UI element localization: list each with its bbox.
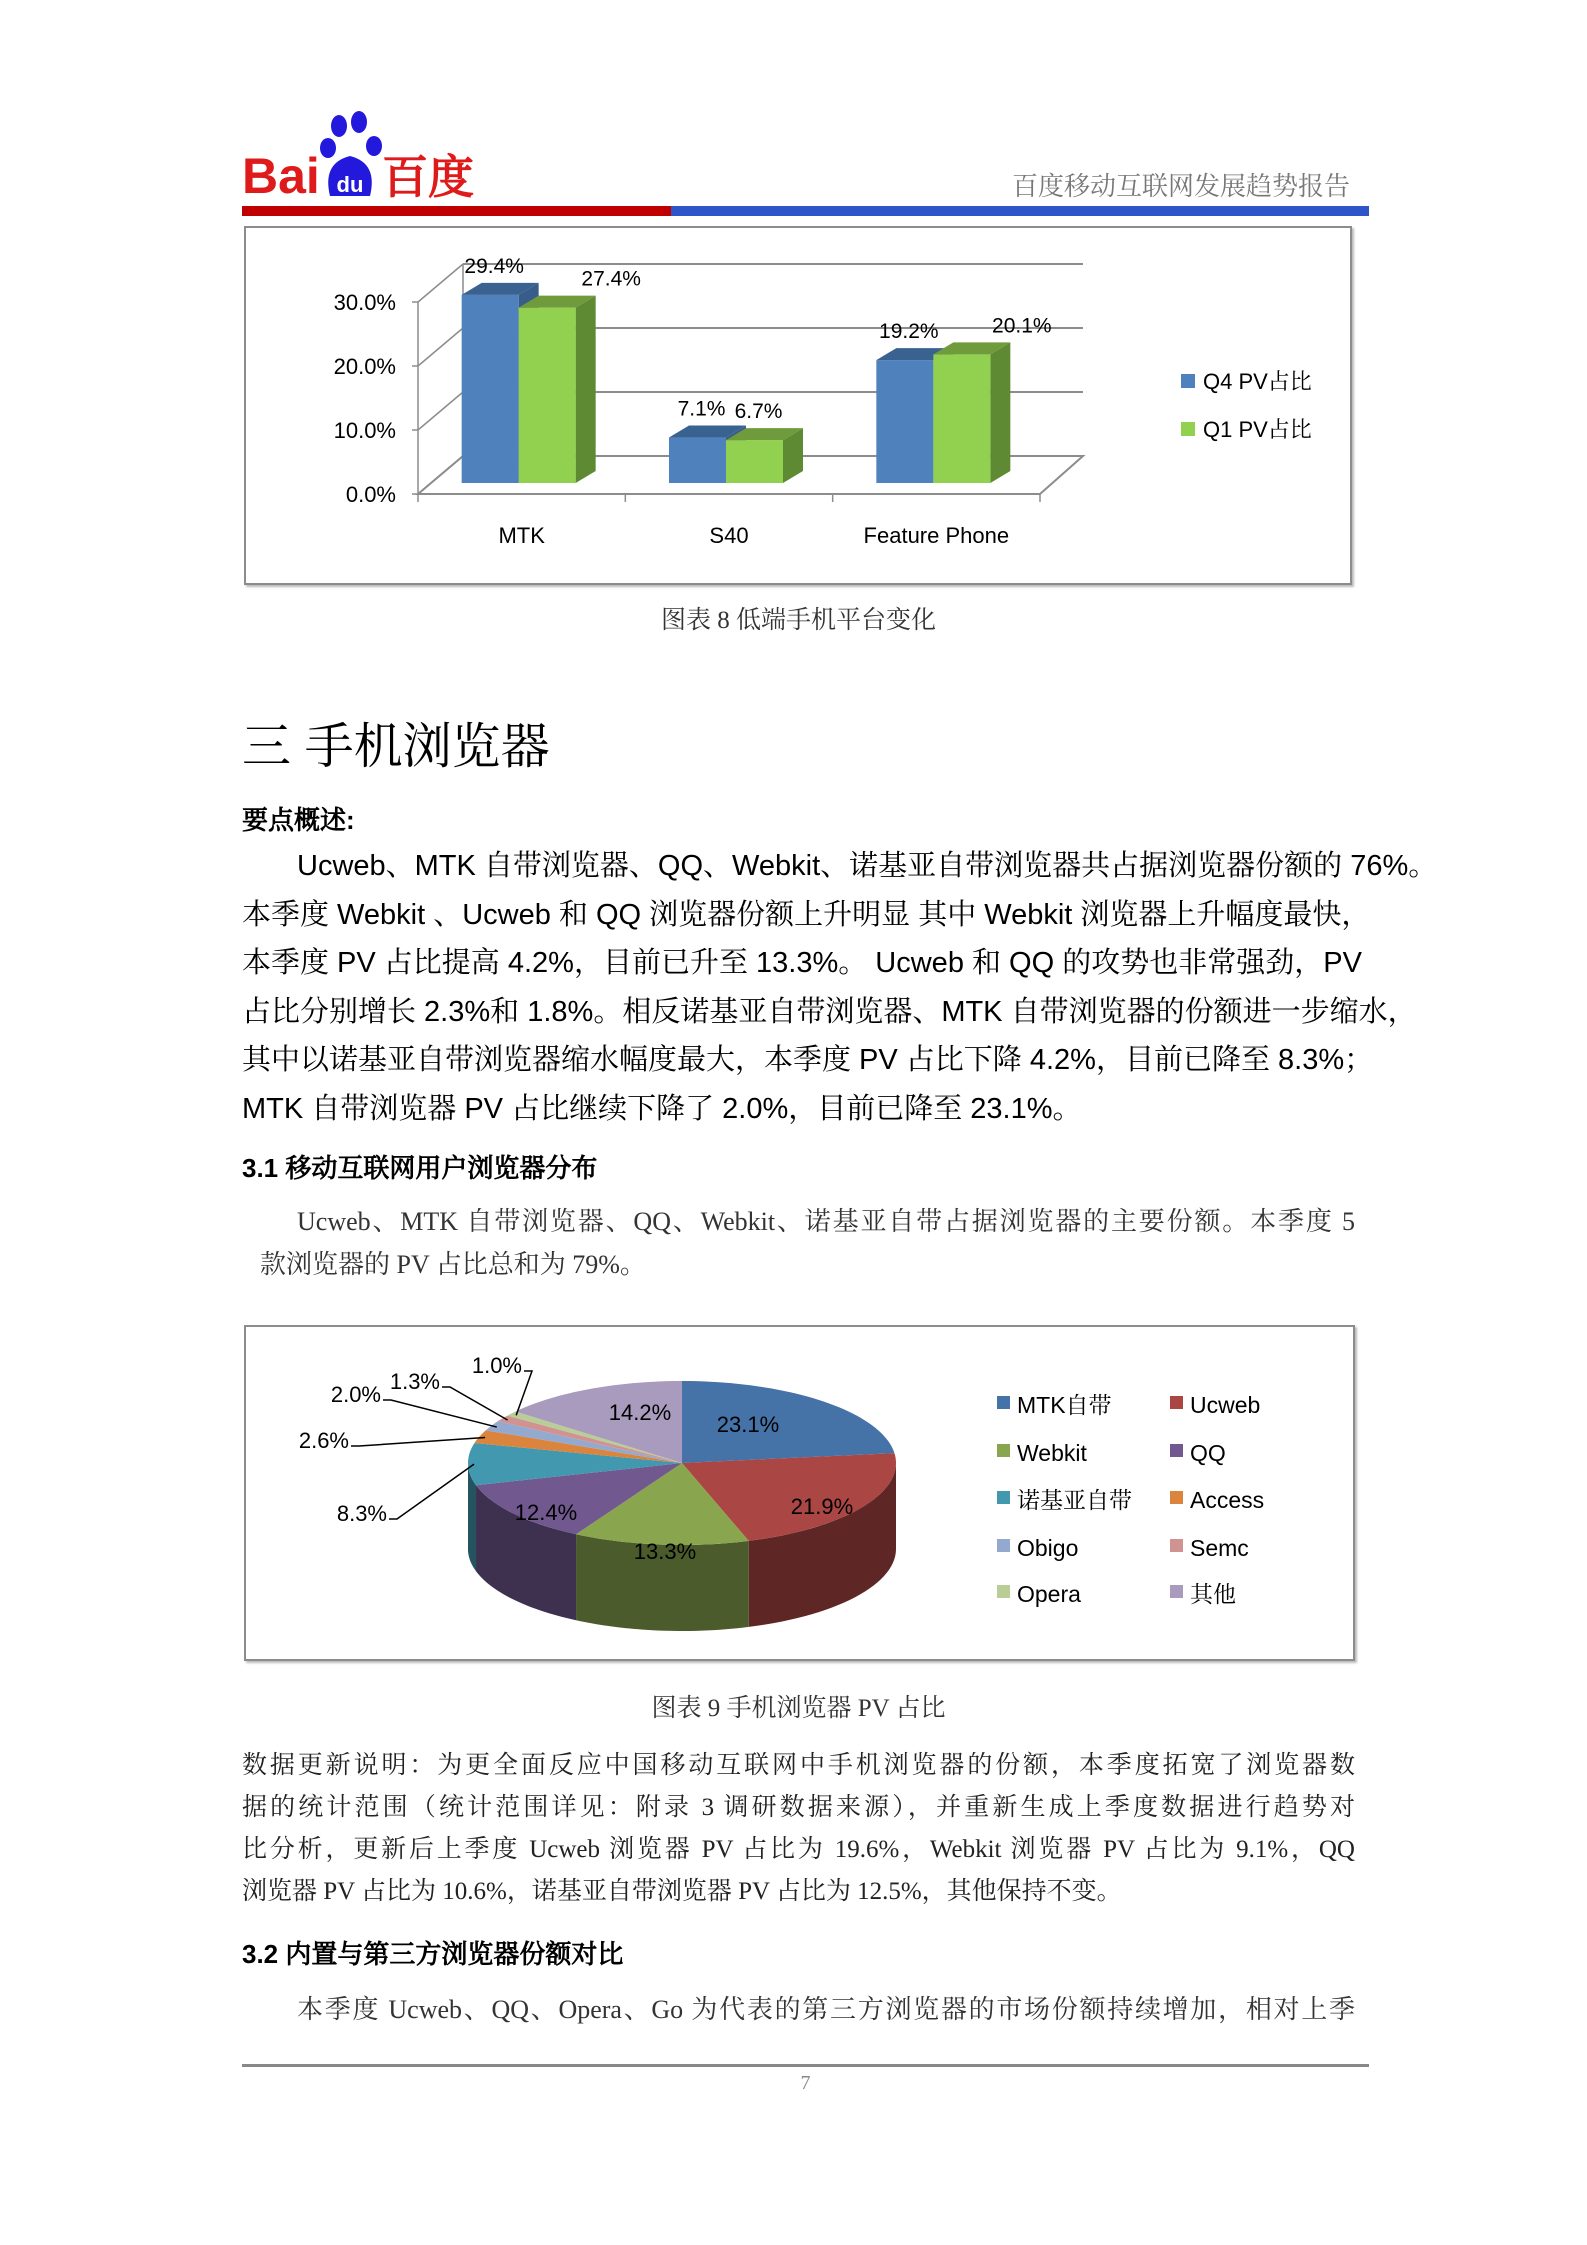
legend-label: Obigo [1017, 1535, 1079, 1561]
pie-chart [246, 1327, 1353, 1659]
slice-label: 2.6% [298, 1428, 349, 1453]
data-label: 7.1% [677, 397, 726, 421]
data-label: 27.4% [581, 267, 641, 291]
pie-slice [682, 1381, 894, 1463]
bar-side [576, 296, 596, 483]
figure-8-caption: 图表 8 低端手机平台变化 [660, 607, 936, 634]
leader-line [389, 1464, 474, 1519]
legend-label: MTK自带 [1017, 1392, 1112, 1418]
section-heading: 三 手机浏览器 [242, 720, 550, 774]
bar [876, 360, 933, 483]
note-line: 据的统计范围（统计范围详见：附录 3 调研数据来源），并重新生成上季度数据进行趋势对 [242, 1794, 1355, 1821]
legend-swatch [1181, 374, 1195, 388]
legend-swatch [997, 1491, 1010, 1504]
legend-swatch [997, 1539, 1010, 1552]
summary-paragraph [242, 842, 1438, 1133]
summary-line: 本季度 Webkit 、Ucweb 和 QQ 浏览器份额上升明显 其中 Webkit 浏览器上升幅度最快， [242, 898, 1371, 931]
baidu-logo [242, 108, 502, 203]
subsection-3-2-paragraph [242, 1988, 1355, 2031]
summary-line: 其中以诺基亚自带浏览器缩水幅度最大，本季度 PV 占比下降 4.2%，目前已降至 8.3%； [242, 1044, 1374, 1076]
bar [462, 295, 519, 483]
legend-swatch [997, 1444, 1010, 1457]
legend-swatch [1170, 1539, 1183, 1552]
bar [519, 308, 576, 483]
slice-label: 1.3% [389, 1369, 440, 1394]
header-rule-red [242, 206, 671, 216]
legend-label: Ucweb [1190, 1392, 1261, 1418]
summary-label: 要点概述: [242, 805, 355, 835]
report-title: 百度移动互联网发展趋势报告 [1011, 172, 1350, 201]
side-gridline [418, 392, 463, 430]
legend-label: Q1 PV占比 [1203, 417, 1312, 442]
slice-label: 8.3% [336, 1501, 387, 1526]
legend-swatch [1170, 1585, 1183, 1598]
bar [669, 438, 726, 483]
summary-line: MTK 自带浏览器 PV 占比继续下降了 2.0%，目前已降至 23.1%。 [242, 1092, 1082, 1125]
note-line: 数据更新说明：为更全面反应中国移动互联网中手机浏览器的份额，本季度拓宽了浏览器数 [242, 1752, 1355, 1779]
footer-rule [242, 2064, 1369, 2067]
x-category-label: MTK [498, 523, 545, 548]
y-tick-label: 0.0% [345, 482, 396, 507]
side-gridline [418, 328, 463, 366]
data-label: 20.1% [992, 314, 1052, 338]
legend-label: QQ [1190, 1440, 1226, 1466]
legend-label: Q4 PV占比 [1203, 369, 1312, 394]
legend-label: Webkit [1017, 1440, 1087, 1466]
legend-swatch [997, 1585, 1010, 1598]
subsection-3-1-title: 3.1 移动互联网用户浏览器分布 [242, 1153, 598, 1183]
x-category-label: Feature Phone [863, 523, 1010, 548]
paragraph-line: Ucweb、MTK 自带浏览器、QQ、Webkit、诺基亚自带占据浏览器的主要份额。本季度 5 [297, 1207, 1355, 1236]
bar-chart-box [244, 226, 1352, 585]
note-line: 浏览器 PV 占比为 10.6%，诺基亚自带浏览器 PV 占比为 12.5%，其他保持不变。 [242, 1878, 1122, 1905]
y-tick-label: 10.0% [333, 418, 396, 443]
bar-chart [246, 228, 1350, 583]
slice-label: 13.3% [633, 1539, 697, 1564]
data-update-note [242, 1745, 1355, 1913]
legend-label: Access [1190, 1487, 1265, 1513]
bar-side [990, 342, 1010, 483]
legend-swatch [1181, 422, 1195, 436]
paragraph-line: 本季度 Ucweb、QQ、Opera、Go 为代表的第三方浏览器的市场份额持续增加，相对上季 [297, 1995, 1355, 2024]
slice-label: 14.2% [608, 1400, 672, 1425]
y-tick-label: 30.0% [333, 290, 396, 315]
x-category-label: S40 [709, 523, 749, 548]
bar [933, 354, 990, 483]
summary-line: Ucweb、MTK 自带浏览器、QQ、Webkit、诺基亚自带浏览器共占据浏览器份额的 76%。 [297, 850, 1438, 882]
slice-label: 2.0% [330, 1382, 381, 1407]
slice-label: 23.1% [716, 1412, 780, 1437]
legend-label: 其他 [1190, 1581, 1236, 1607]
subsection-3-1-paragraph [242, 1200, 1355, 1286]
legend-swatch [997, 1396, 1010, 1409]
logo-du: du [336, 172, 364, 197]
bar [726, 440, 783, 483]
logo-cn: 百度 [382, 151, 474, 203]
legend-label: Semc [1190, 1535, 1249, 1561]
note-line: 比分析，更新后上季度 Ucweb 浏览器 PV 占比为 19.6%，Webkit 浏览器 PV 占比为 9.1%，QQ [242, 1836, 1355, 1863]
subsection-3-2-title: 3.2 内置与第三方浏览器份额对比 [242, 1939, 624, 1969]
data-label: 19.2% [879, 320, 939, 344]
legend-swatch [1170, 1444, 1183, 1457]
pie-chart-box [244, 1325, 1355, 1661]
y-tick-label: 20.0% [333, 354, 396, 379]
side-gridline [418, 264, 463, 302]
data-label: 29.4% [464, 254, 524, 278]
legend-label: 诺基亚自带 [1017, 1487, 1132, 1513]
paragraph-line: 款浏览器的 PV 占比总和为 79%。 [260, 1250, 646, 1279]
legend-label: Opera [1017, 1581, 1081, 1607]
summary-line: 本季度 PV 占比提高 4.2%，目前已升至 13.3%。 Ucweb 和 QQ 的攻势也非常强劲，PV [242, 947, 1362, 979]
summary-line: 占比分别增长 2.3%和 1.8%。相反诺基亚自带浏览器、MTK 自带浏览器的份额进一步缩水， [242, 995, 1417, 1028]
logo-latin: Bai [242, 148, 320, 203]
figure-9-caption: 图表 9 手机浏览器 PV 占比 [651, 1695, 946, 1722]
legend-swatch [1170, 1396, 1183, 1409]
data-label: 6.7% [734, 400, 783, 424]
slice-label: 21.9% [790, 1494, 854, 1519]
slice-label: 12.4% [514, 1500, 578, 1525]
legend-swatch [1170, 1491, 1183, 1504]
slice-label: 1.0% [471, 1353, 522, 1378]
header-rule-blue [671, 206, 1369, 216]
leader-line [351, 1438, 485, 1446]
page-number: 7 [800, 2072, 811, 2094]
